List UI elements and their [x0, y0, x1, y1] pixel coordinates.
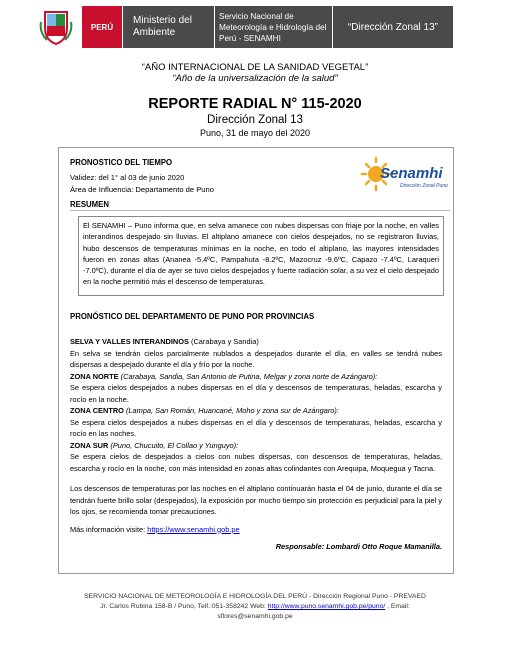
- sur-text: Se espera cielos de despejados a cielos con nubes dispersas, con descensos de temperaturas, heladas, escarcha y rocío en la noche, con más intensidad en zonas altas colindantes con Arequipa, Moquegua y Tacna.: [70, 452, 442, 473]
- country-label: PERÚ: [82, 6, 122, 48]
- norte-block: [70, 371, 442, 406]
- selva-title: SELVA Y VALLES INTERANDINOS: [70, 337, 189, 346]
- report-subtitle: Dirección Zonal 13: [207, 114, 303, 126]
- forecast-validity: Validez: del 1° al 03 de junio 2020: [70, 173, 185, 182]
- forecast-heading: PRONOSTICO DEL TIEMPO: [70, 158, 173, 167]
- responsible: Responsable: Lombardi Otto Roque Mamanilla.: [275, 542, 442, 551]
- closing-paragraph: Los descensos de temperaturas por las noches en el altiplano continuarán hasta el 04 de junio, durante el día se tendrán fuerte brillo solar (despejados), la exposición por mucho tiempo sin protección es perjudicial para la piel y los ojos, se recomienda tomar precauciones.: [70, 484, 442, 516]
- footer-email-label: , Email:: [385, 603, 410, 610]
- summary-heading: RESUMEN: [70, 200, 109, 209]
- footer-web-link[interactable]: http://www.puno.senamhi.gob.pe/puno/: [267, 603, 386, 610]
- sur-areas: (Puno, Chucuito, El Collao y Yunguyo):: [108, 440, 239, 450]
- summary-text: El SENAMHI – Puno informa que, en selva amanece con nubes dispersas con friaje por la noche, en valles interandinos despejado sin lluvias. El altiplano amanece con cielos despejados, no se registraron lluvias, hubo descensos de temperaturas mínimas en la noche, en todo el altiplano, las mayores intensidades fueron en zonas altas (Ananea -5.4ºC, Pampahuta -8.2ºC, Mazocruz -9.6ºC, Capazo -7.4ºC, Laraqueri -7.0ºC), durante el día de ayer se tuvo cielos despejados y fuerte radiación solar, a su vez el cielo despejado en la noche permitió más el descenso de temperaturas.: [83, 221, 439, 287]
- direction-label: “Dirección Zonal 13”: [332, 6, 453, 48]
- footer-address: Jr. Carlos Rubina 158-B / Puno, Telf.:051-358242 Web:: [100, 603, 268, 610]
- logo-tag: Dirección Zonal Puno: [400, 183, 448, 189]
- report-title: REPORTE RADIAL N° 115-2020: [148, 96, 362, 112]
- provinces-heading: PRONÓSTICO DEL DEPARTAMENTO DE PUNO POR PROVINCIAS: [70, 312, 315, 321]
- logo-brand: Senamhi: [380, 165, 443, 182]
- year-name: “AÑO INTERNACIONAL DE LA SANIDAD VEGETAL”: [141, 62, 369, 73]
- norte-areas: (Carabaya, Sandia, San Antonio de Putina, Melgar y zona norte de Azángaro):: [118, 371, 378, 381]
- selva-text: En selva se tendrán cielos parcialmente nublados a despejados durante el día, en valles se tendrá nubes dispersas a despejado durante el día y frío por la noche.: [70, 348, 442, 369]
- centro-block: [70, 405, 442, 440]
- service-label: Servicio Nacional de Meteorología e Hidrología del Perú - SENAMHI: [214, 6, 332, 48]
- footer-email: sflores@senamhi.gob.pe: [217, 613, 293, 620]
- norte-text: Se espera cielos despejados a nubes dispersas en el día y descensos de temperaturas, heladas, escarcha y rocío en la noche.: [70, 383, 442, 404]
- norte-title: ZONA NORTE: [70, 371, 119, 381]
- summary-divider: [70, 210, 450, 211]
- sur-block: [70, 440, 442, 475]
- peru-crest-icon: [30, 6, 82, 48]
- summary-box: [78, 216, 444, 296]
- year-name-2: “Año de la universalización de la salud”: [172, 73, 338, 84]
- centro-areas: (Lampa, San Román, Huancané, Moho y zona sur de Azángaro):: [123, 406, 339, 415]
- report-date: Puno, 31 de mayo del 2020: [199, 128, 311, 138]
- selva-areas: (Carabaya y Sandia): [188, 337, 259, 346]
- more-info: [70, 524, 442, 536]
- selva-block: [70, 336, 442, 371]
- senamhi-link[interactable]: https://www.senamhi.gob.pe: [147, 524, 240, 534]
- sur-title: ZONA SUR: [70, 440, 109, 450]
- centro-title: ZONA CENTRO: [70, 406, 124, 415]
- footer-line-1: SERVICIO NACIONAL DE METEOROLOGÍA E HIDROLOGÍA DEL PERÚ - Dirección Regional Puno - PREVAED: [84, 593, 426, 600]
- header-bar: [30, 6, 470, 48]
- ministry-label: Ministerio del Ambiente: [122, 6, 214, 48]
- centro-text: Se espera cielos despejados a nubes dispersas en el día y descensos de temperaturas, heladas, escarcha y rocío en las noches.: [70, 417, 442, 438]
- more-info-label: Más información visite:: [70, 524, 148, 534]
- provinces-body: [70, 336, 442, 553]
- forecast-area: Área de Influencia: Departamento de Puno: [70, 185, 214, 194]
- senamhi-logo: [360, 156, 448, 196]
- footer-line-2: [40, 602, 470, 612]
